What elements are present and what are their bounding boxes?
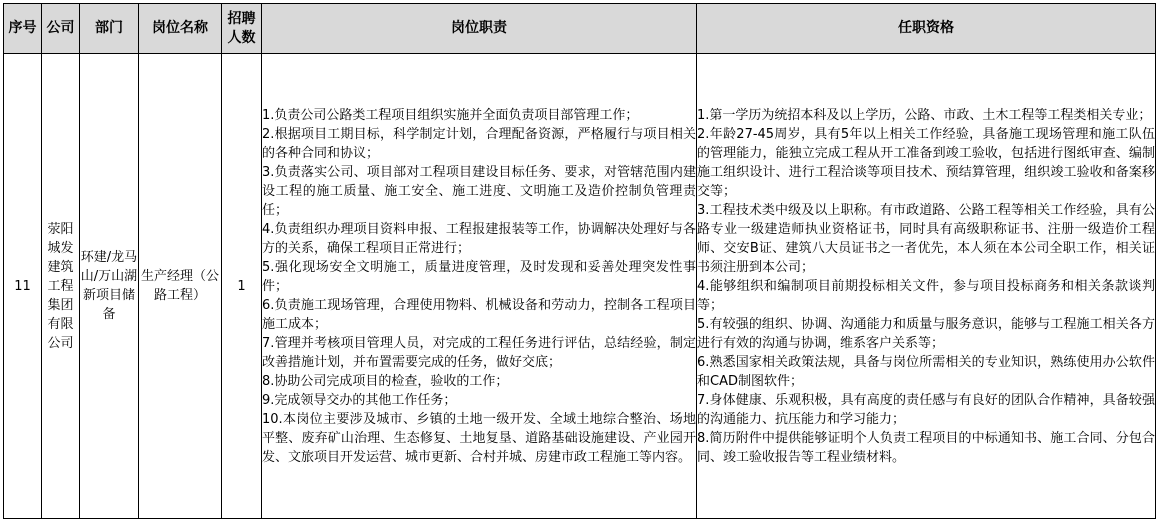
duty-item: 2.根据项目工期目标，科学制定计划，合理配备资源，严格履行与项目相关的各种合同和协议； [262,126,696,161]
cell-department: 环建/龙马山/万山湖新项目储备 [80,54,139,519]
duty-item: 8.协助公司完成项目的检查，验收的工作； [262,373,509,389]
cell-company: 荥阳城发建筑工程集团有限公司 [42,54,80,519]
header-duties: 岗位职责 [262,4,697,54]
cell-position: 生产经理（公路工程） [139,54,222,519]
cell-qualifications [697,54,1156,519]
header-position: 岗位名称 [139,4,222,54]
cell-duties [262,54,697,519]
cell-headcount: 1 [222,54,262,519]
header-company: 公司 [42,4,80,54]
duty-item: 4.负责组织办理项目资料申报、工程报建报装等工作，协调解决处理好与各方的关系，确保工程项目正常进行； [262,221,696,256]
duty-item: 5.强化现场安全文明施工，质量进度管理，及时发现和妥善处理突发性事件； [262,259,696,294]
duty-item: 7.管理并考核项目管理人员，对完成的工程任务进行评估，总结经验，制定改善措施计划，并布置需要完成的任务，做好交底； [262,335,696,370]
cell-seq: 11 [4,54,42,519]
header-qualifications: 任职资格 [697,4,1156,54]
duty-item: 3.负责落实公司、项目部对工程项目建设目标任务、要求，对管辖范围内建设工程的施工质量、施工安全、施工进度、文明施工及造价控制负管理责任； [262,164,696,218]
duty-item: 1.负责公司公路类工程项目组织实施并全面负责项目部管理工作； [262,107,639,123]
table-row [4,54,1156,519]
duty-item: 9.完成领导交办的其他工作任务； [262,392,457,408]
job-posting-table [3,3,1156,519]
qualification-item: 5.有较强的组织、协调、沟通能力和质量与服务意识，能够与工程施工相关各方进行有效的沟通与协调，维系客户关系等； [697,316,1155,351]
qualification-item: 6.熟悉国家相关政策法规，具备与岗位所需相关的专业知识，熟练使用办公软件和CAD制图软件； [697,354,1155,389]
header-seq: 序号 [4,4,42,54]
header-row [4,4,1156,54]
qualification-item: 7.身体健康、乐观积极，具有高度的责任感与有良好的团队合作精神，具备较强的沟通能力、抗压能力和学习能力； [697,392,1155,427]
qualification-item: 2.年龄27-45周岁，具有5年以上相关工作经验，具备施工现场管理和施工队伍的管理能力，能独立完成工程从开工准备到竣工验收，包括进行图纸审查、编制施工组织设计、进行工程洽谈等项目技术、预结算管理，组织竣工验收和备案移交等； [697,126,1155,199]
header-headcount: 招聘人数 [222,4,262,54]
qualification-item: 8.简历附件中提供能够证明个人负责工程项目的中标通知书、施工合同、分包合同、竣工验收报告等工程业绩材料。 [697,430,1155,465]
duty-item: 6.负责施工现场管理，合理使用物料、机械设备和劳动力，控制各工程项目施工成本； [262,297,696,332]
qualification-item: 3.工程技术类中级及以上职称。有市政道路、公路工程等相关工作经验，具有公路专业一级建造师执业资格证书，同时具有高级职称证书、注册一级造价工程师、交安B证、建筑八大员证书之一者优先，本人须在本公司全职工作，相关证书须注册到本公司； [697,202,1155,275]
duty-item: 10.本岗位主要涉及城市、乡镇的土地一级开发、全域土地综合整治、场地平整、废弃矿山治理、生态修复、土地复垦、道路基础设施建设、产业园开发、文旅项目开发运营、城市更新、合村并城、房建市政工程施工等内容。 [262,411,696,465]
qualification-item: 4.能够组织和编制项目前期投标相关文件，参与项目投标商务和相关条款谈判等； [697,278,1155,313]
header-department: 部门 [80,4,139,54]
qualification-item: 1.第一学历为统招本科及以上学历，公路、市政、土木工程等工程类相关专业； [697,107,1152,123]
